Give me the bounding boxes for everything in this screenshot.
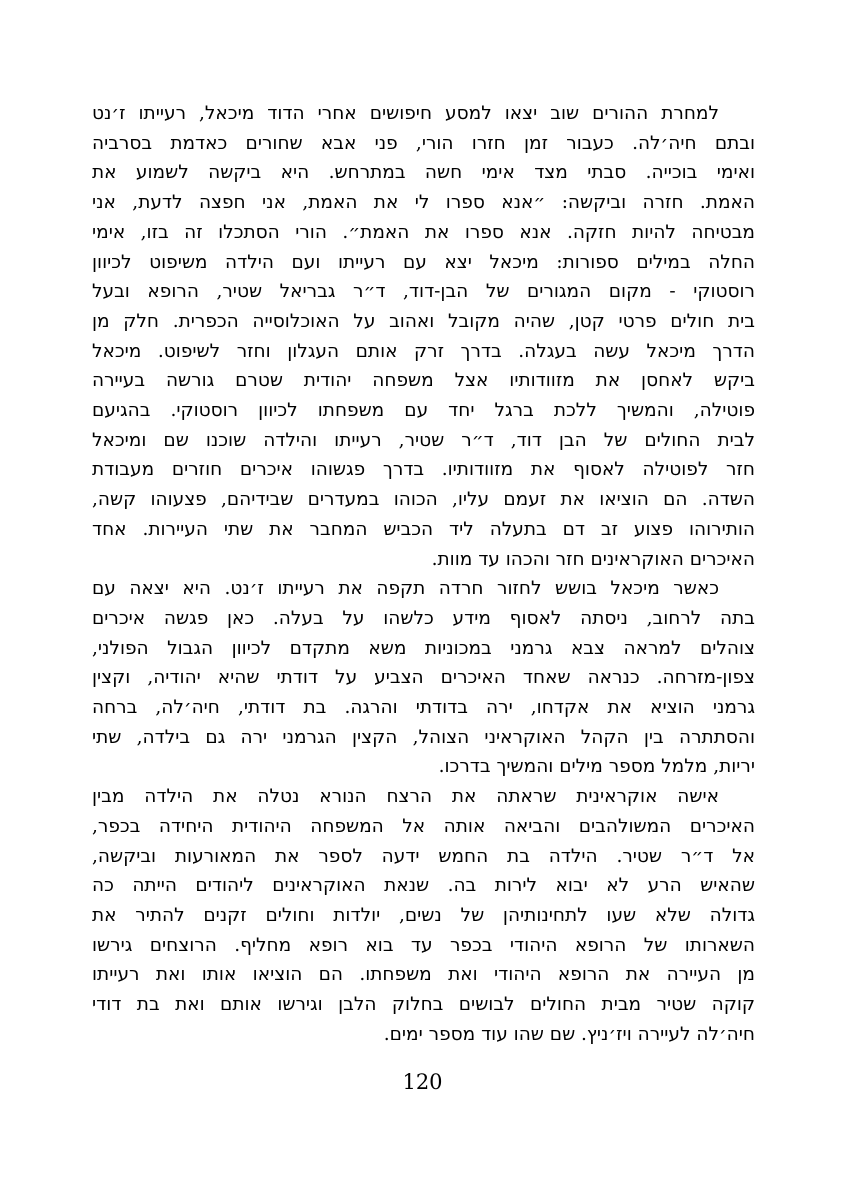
paragraph <box>92 782 755 1049</box>
text-line: חזר לפוטילה לאסוף את מזוודותיו. בדרך פגשוהו איכרים חוזרים מעבודת <box>92 459 755 481</box>
text-line: אישה אוקראינית שראתה את הרצח הנורא נטלה את הילדה מבין <box>92 786 719 808</box>
text-line: צפון-מזרחה. כנראה שאחד האיכרים הצביע על דודתי שהיא יהודיה, וקצין <box>92 667 755 689</box>
text-line: חיה׳לה לעיירה ויז׳ניץ. שם שהו עוד מספר ימים. <box>383 1023 755 1045</box>
text-line: יריות, מלמל מספר מילים והמשיך בדרכו. <box>438 756 755 778</box>
text-line: הדרך מיכאל עשה בעגלה. בדרך זרק אותם העגלון וחזר לשיפוט. מיכאל <box>92 340 755 362</box>
text-line: האמת. חזרה וביקשה: ״אנא ספרו לי את האמת, אני חפצה לדעת, אני <box>92 192 755 214</box>
paragraph <box>92 574 755 782</box>
text-line: והסתתרה בין הקהל האוקראיני הצוהל, הקצין הגרמני ירה גם בילדה, שתי <box>92 726 755 748</box>
text-line: בית חולים פרטי קטן, שהיה מקובל ואהוב על האוכלוסייה הכפרית. חלק מן <box>92 310 755 332</box>
text-line: השדה. הם הוציאו את זעמם עליו, הכוהו במעדרים שבידיהם, פצעוהו קשה, <box>92 489 755 511</box>
text-line: האיכרים האוקראינים חזר והכהו עד מוות. <box>431 548 755 570</box>
text-line: למחרת ההורים שוב יצאו למסע חיפושים אחרי הדוד מיכאל, רעייתו ז׳נט <box>92 103 719 124</box>
page-number: 120 <box>402 1070 443 1094</box>
text-line: כאשר מיכאל בושש לחזור חרדה תקפה את רעייתו ז׳נט. היא יצאה עם <box>92 578 719 600</box>
text-line: שהאיש הרע לא יבוא לירות בה. שנאת האוקראינים ליהודים הייתה כה <box>92 875 755 897</box>
text-line: אל ד״ר שטיר. הילדה בת החמש ידעה לספר את המאורעות וביקשה, <box>92 845 755 867</box>
text-line: השארותו של הרופא היהודי בכפר עד בוא רופא מחליף. הרוצחים גירשו <box>92 934 755 956</box>
text-line: הותירוהו פצוע זב דם בתעלה ליד הכביש המחבר את שתי העיירות. אחד <box>92 518 755 540</box>
text-line: מן העיירה את הרופא היהודי ואת משפחתו. הם הוציאו אותו ואת רעייתו <box>92 964 755 986</box>
text-line: בתה לרחוב, ניסתה לאסוף מידע כלשהו על בעלה. כאן פגשה איכרים <box>92 607 755 629</box>
text-line: רוסטוקי - מקום המגורים של הבן-דוד, ד״ר גבריאל שטיר, הרופא ובעל <box>92 281 755 303</box>
text-line: גדולה שלא שעו לתחינותיהן של נשים, יולדות וחולים זקנים להתיר את <box>92 904 755 926</box>
text-line: קוקה שטיר מבית החולים לבושים בחלוק הלבן וגירשו אותם ואת בת דודי <box>92 994 755 1016</box>
text-line: פוטילה, והמשיך ללכת ברגל יחד עם משפחתו לכיוון רוסטוקי. בהגיעם <box>92 400 755 422</box>
text-line: לבית החולים של הבן דוד, ד״ר שטיר, רעייתו והילדה שוכנו שם ומיכאל <box>92 429 755 451</box>
body-text <box>92 99 755 1050</box>
text-line: החלה במילים ספורות: מיכאל יצא עם רעייתו ועם הילדה משיפוט לכיוון <box>92 251 755 273</box>
text-line: ואימי בוכייה. סבתי מצד אימי חשה במתרחש. היא ביקשה לשמוע את <box>92 162 755 184</box>
text-line: מבטיחה להיות חזקה. אנא ספרו את האמת״. הורי הסתכלו זה בזו, אימי <box>92 221 755 243</box>
text-line: צוהלים למראה צבא גרמני במכוניות משא מתקדם לכיוון הגבול הפולני, <box>92 637 755 659</box>
text-line: ובתם חיה׳לה. כעבור זמן חזרו הורי, פני אבא שחורים כאדמת בסרביה <box>92 132 755 154</box>
text-line: האיכרים המשולהבים והביאה אותה אל המשפחה היהודית היחידה בכפר, <box>92 815 755 837</box>
text-line: ביקש לאחסן את מזוודותיו אצל משפחה יהודית שטרם גורשה בעיירה <box>92 370 755 392</box>
text-line: גרמני הוציא את אקדחו, ירה בדודתי והרגה. בת דודתי, חיה׳לה, ברחה <box>92 697 755 719</box>
paragraph <box>92 99 755 574</box>
